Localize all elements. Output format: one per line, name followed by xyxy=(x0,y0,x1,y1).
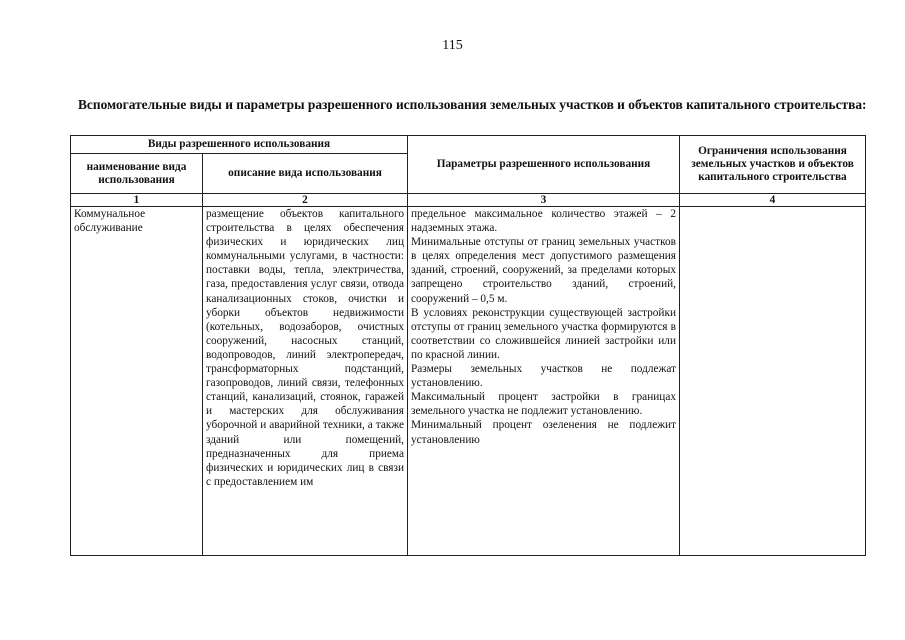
parameter-paragraph: Минимальные отступы от границ земельных участков в целях определения мест допустимого размещения зданий, строений, сооружений, за пределами которых запрещено строительство зданий, строений, сооружений – 0,5 м. xyxy=(411,236,676,305)
header-parameters: Параметры разрешенного использования xyxy=(408,136,680,194)
parameter-paragraph: В условиях реконструкции существующей застройки отступы от границ земельного участка формируются в соответствии со сложившейся линией застройки или по красной линии. xyxy=(411,306,676,361)
land-use-table xyxy=(70,135,866,556)
page-number: 115 xyxy=(442,38,463,53)
column-number-4: 4 xyxy=(680,194,866,207)
use-description-cell xyxy=(203,207,408,556)
parameter-paragraph: Минимальный процент озеленения не подлежит установлению xyxy=(411,419,676,446)
header-group: Виды разрешенного использования xyxy=(71,136,408,154)
use-name: Коммунальное обслуживание xyxy=(74,208,146,235)
use-name-cell xyxy=(71,207,203,556)
parameter-paragraph: Максимальный процент застройки в границах земельного участка не подлежит установлению. xyxy=(411,391,676,418)
column-number-3: 3 xyxy=(408,194,680,207)
parameters-cell xyxy=(408,207,680,556)
column-number-1: 1 xyxy=(71,194,203,207)
table-row xyxy=(71,207,866,556)
restrictions-cell xyxy=(680,207,866,556)
parameter-paragraph: Размеры земельных участков не подлежат установлению. xyxy=(411,363,676,390)
header-name: наименование вида использования xyxy=(71,154,203,194)
column-number-2: 2 xyxy=(203,194,408,207)
header-restrictions: Ограничения использования земельных участков и объектов капитального строительства xyxy=(680,136,866,194)
header-description: описание вида использования xyxy=(203,154,408,194)
use-description: размещение объектов капитального строительства в целях обеспечения физических и юридических лиц коммунальными услугами, в частности: поставки воды, тепла, электричества, газа, предоставления услуг связи, отвода канализационных стоков, очистки и уборки объектов недвижимости (котельных, водозаборов, очистных сооружений, насосных станций, водопроводов, линий электропередач, трансформаторных подстанций, газопроводов, линий связи, телефонных станций, канализаций, стоянок, гаражей и мастерских для обслуживания уборочной и аварийной техники, а также зданий или помещений, предназначенных для приема физических и юридических лиц в связи с предоставлением им xyxy=(206,208,404,488)
parameter-paragraph: предельное максимальное количество этажей – 2 надземных этажа. xyxy=(411,208,676,235)
section-heading: Вспомогательные виды и параметры разрешенного использования земельных участков и объектов капитального строительства: xyxy=(78,97,867,112)
